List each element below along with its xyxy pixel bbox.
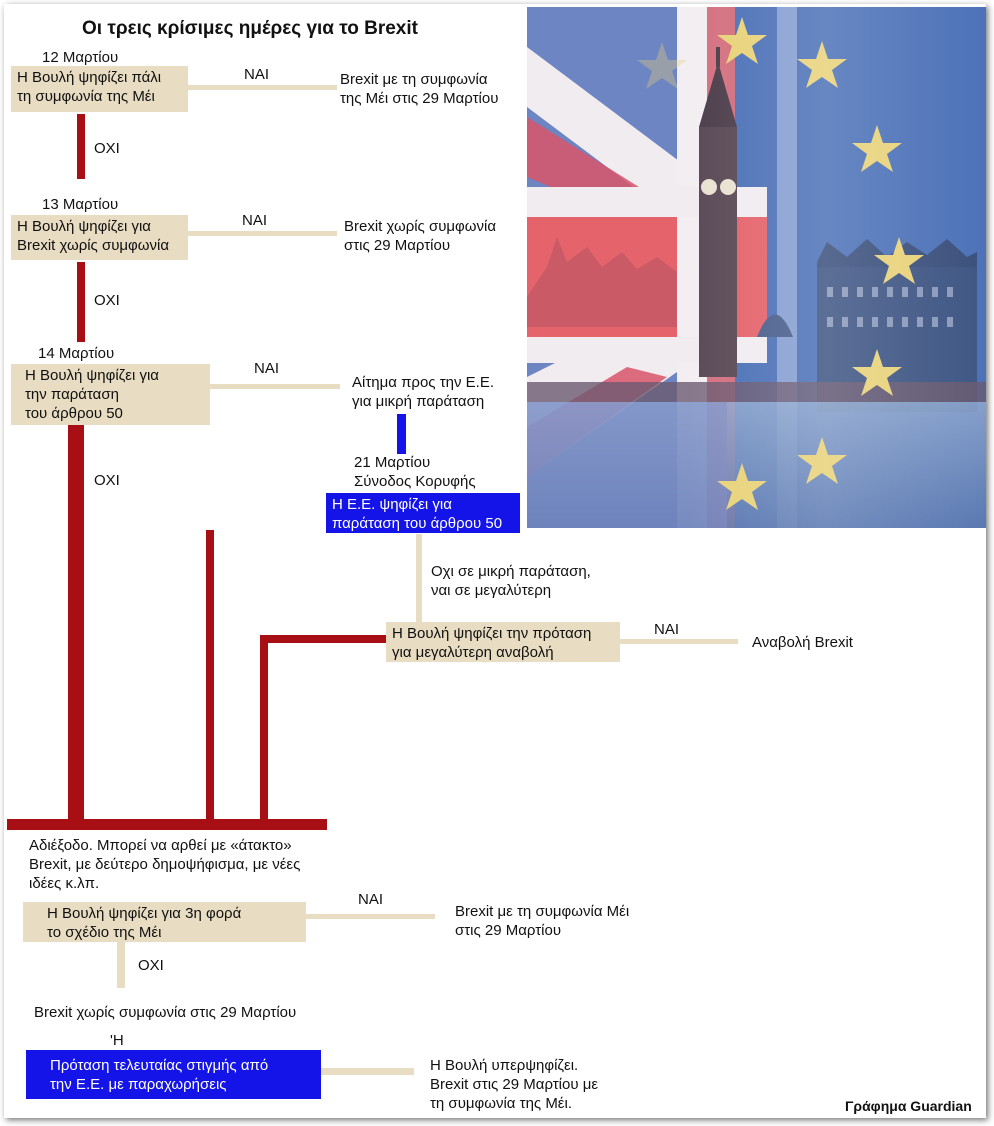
yes-result-third: Brexit με τη συμφωνία Μέι στις 29 Μαρτίου: [455, 903, 630, 939]
no-line-third: [117, 942, 125, 988]
no-line-longer: [260, 637, 268, 821]
or-label: 'Η: [110, 1032, 124, 1049]
yes-line-longer: [620, 639, 738, 644]
third-vote-box: Η Βουλή ψηφίζει για 3η φορά το σχέδιο της Μέι: [23, 902, 306, 942]
yes-result-longer: Αναβολή Brexit: [752, 634, 853, 651]
no-label-third: ΟΧΙ: [138, 957, 164, 974]
uk-eu-flags-big-ben-photo: [527, 7, 986, 528]
deadlock-bar: [7, 819, 327, 830]
yes-result-mar14: Αίτημα προς την Ε.Ε. για μικρή παράταση: [352, 374, 494, 410]
yes-line-third: [305, 914, 435, 919]
no-line-longer-horizontal: [260, 635, 388, 643]
no-result-third: Brexit χωρίς συμφωνία στις 29 Μαρτίου: [34, 1004, 297, 1021]
yes-line-mar14: [210, 384, 340, 389]
summit-outcome-line: [416, 534, 422, 622]
no-line-mar14: [68, 425, 84, 821]
credit: Γράφημα Guardian: [845, 1098, 972, 1114]
yes-result-mar12: Brexit με τη συμφωνία της Μέι στις 29 Μαρτίου: [340, 71, 499, 107]
yes-label-mar12: ΝΑΙ: [244, 66, 270, 83]
date-mar13: 13 Μαρτίου: [42, 196, 119, 213]
no-line-middle: [206, 530, 214, 821]
last-result-line: [321, 1068, 414, 1075]
no-line-mar12: [77, 114, 85, 179]
date-mar12: 12 Μαρτίου: [42, 49, 119, 66]
summit-date: 21 Μαρτίου Σύνοδος Κορυφής: [354, 454, 476, 490]
last-minute-result: Η Βουλή υπερψηφίζει. Brexit στις 29 Μαρτίου με τη συμφωνία της Μέι.: [430, 1057, 599, 1112]
no-label-mar14: ΟΧΙ: [94, 472, 120, 489]
deadlock-text: Αδιέξοδο. Μπορεί να αρθεί με «άτακτο» Brexit, με δεύτερο δημοψήφισμα, με νέες ιδέες κ.λπ.: [29, 837, 301, 892]
infographic-frame: [4, 4, 986, 1118]
vote-box-mar12: Η Βουλή ψηφίζει πάλι τη συμφωνία της Μέι: [11, 66, 188, 112]
yes-line-mar12: [187, 85, 337, 90]
summit-outcome: Οχι σε μικρή παράταση, ναι σε μεγαλύτερη: [431, 563, 591, 599]
no-label-mar12: ΟΧΙ: [94, 140, 120, 157]
summit-box: Η Ε.Ε. ψηφίζει για παράταση του άρθρου 50: [326, 493, 520, 533]
vote-box-mar13: Η Βουλή ψηφίζει για Brexit χωρίς συμφωνία: [11, 215, 188, 260]
summit-connector-line: [397, 414, 406, 454]
yes-label-mar13: ΝΑΙ: [242, 212, 268, 229]
date-mar14: 14 Μαρτίου: [38, 345, 115, 362]
yes-result-mar13: Brexit χωρίς συμφωνία στις 29 Μαρτίου: [344, 218, 496, 254]
yes-label-longer: ΝΑΙ: [654, 621, 680, 638]
no-label-mar13: ΟΧΙ: [94, 292, 120, 309]
yes-label-third: ΝΑΙ: [358, 891, 384, 908]
longer-extension-box: Η Βουλή ψηφίζει την πρόταση για μεγαλύτερη αναβολή: [386, 622, 620, 662]
chart-title: Οι τρεις κρίσιμες ημέρες για το Brexit: [82, 18, 418, 39]
vote-box-mar14: Η Βουλή ψηφίζει για την παράταση του άρθρου 50: [11, 364, 210, 425]
yes-label-mar14: ΝΑΙ: [254, 360, 280, 377]
yes-line-mar13: [187, 231, 337, 236]
last-minute-box: Πρόταση τελευταίας στιγμής από την Ε.Ε. με παραχωρήσεις: [26, 1050, 321, 1099]
no-line-mar13: [77, 262, 85, 342]
